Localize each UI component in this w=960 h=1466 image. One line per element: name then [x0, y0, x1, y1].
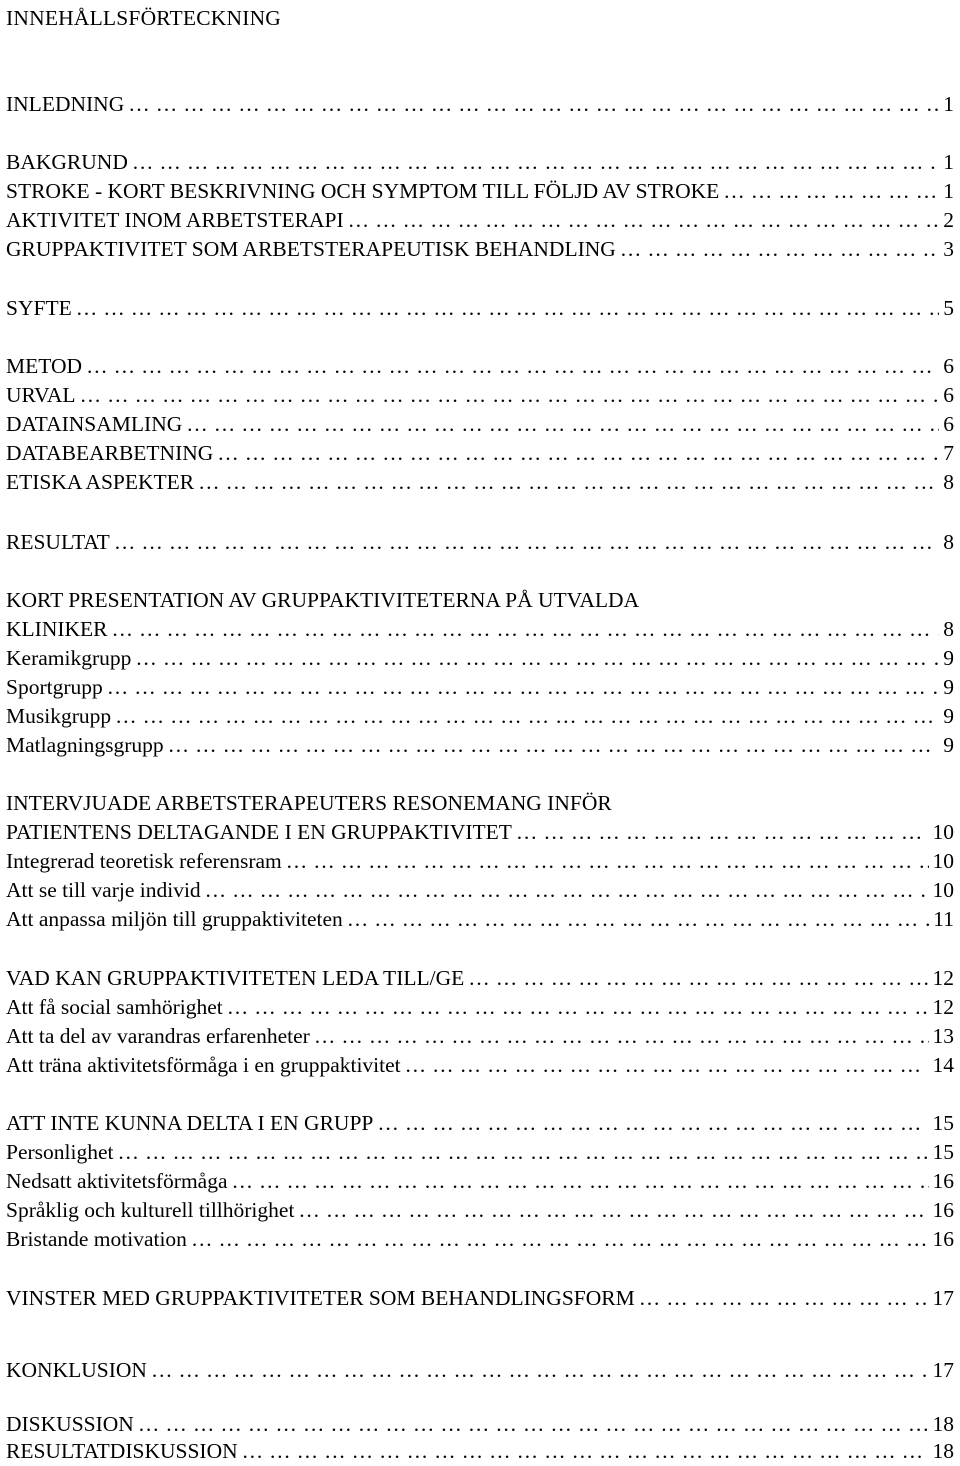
toc-leader	[112, 615, 940, 644]
toc-entry-title: VINSTER MED GRUPPAKTIVITETER SOM BEHANDLINGSFORM	[6, 1286, 635, 1310]
toc-entry-title: PATIENTENS DELTAGANDE I EN GRUPPAKTIVITET	[6, 820, 512, 844]
toc-page-number: 5	[943, 296, 954, 320]
toc-page-number: 12	[932, 995, 954, 1019]
toc-leader	[151, 1356, 929, 1385]
toc-leader	[168, 731, 940, 760]
toc-page-number: 10	[932, 849, 954, 873]
toc-entry-title: Att ta del av varandras erfarenheter	[6, 1024, 310, 1048]
toc-entry-title: INTERVJUADE ARBETSTERAPEUTERS RESONEMANG INFÖR	[6, 791, 612, 815]
toc-entry-gruppaktivitet	[6, 235, 954, 264]
toc-page-number: 3	[943, 237, 954, 261]
toc-page-number: 1	[943, 150, 954, 174]
toc-leader	[138, 1410, 929, 1439]
toc-page-number: 15	[932, 1111, 954, 1135]
toc-entry-anpassa-miljon	[6, 905, 954, 934]
toc-page-number: 1	[943, 179, 954, 203]
toc-page-number: 17	[932, 1286, 954, 1310]
toc-entry-metod	[6, 352, 954, 381]
toc-leader	[205, 876, 929, 905]
toc-entry-title: RESULTATDISKUSSION	[6, 1439, 238, 1463]
toc-leader	[286, 847, 929, 876]
toc-leader	[198, 468, 939, 497]
toc-page-number: 7	[943, 441, 954, 465]
toc-entry-kort-presentation	[6, 586, 639, 615]
toc-entry-title: Nedsatt aktivitetsförmåga	[6, 1169, 228, 1193]
toc-page-number: 11	[933, 907, 954, 931]
toc-entry-stroke	[6, 177, 954, 206]
toc-entry-title: METOD	[6, 354, 83, 378]
toc-leader	[227, 993, 929, 1022]
toc-page-number: 9	[943, 646, 954, 670]
toc-page-number: 15	[932, 1140, 954, 1164]
toc-entry-att-inte-kunna	[6, 1109, 954, 1138]
toc-leader	[723, 177, 939, 206]
toc-entry-vinster	[6, 1284, 954, 1313]
toc-leader	[76, 294, 940, 323]
toc-entry-urval	[6, 381, 954, 410]
toc-page-number: 16	[932, 1198, 954, 1222]
toc-page-number: 12	[932, 966, 954, 990]
toc-page-number: 13	[932, 1024, 954, 1048]
toc-leader	[115, 702, 939, 731]
toc-leader	[128, 90, 939, 119]
toc-page-number: 14	[932, 1053, 954, 1077]
toc-entry-title: URVAL	[6, 383, 76, 407]
toc-entry-social-samhorighet	[6, 993, 954, 1022]
toc-leader	[114, 528, 939, 557]
toc-entry-varje-individ	[6, 876, 954, 905]
toc-leader	[80, 381, 940, 410]
toc-leader	[314, 1022, 929, 1051]
toc-leader	[620, 235, 939, 264]
toc-leader	[468, 964, 928, 993]
toc-entry-title: INLEDNING	[6, 92, 125, 116]
toc-entry-title: VAD KAN GRUPPAKTIVITETEN LEDA TILL/GE	[6, 966, 465, 990]
toc-entry-sportgrupp	[6, 673, 954, 702]
toc-entry-databearbetning	[6, 439, 954, 468]
toc-entry-title: KLINIKER	[6, 617, 108, 641]
toc-entry-title: RESULTAT	[6, 530, 110, 554]
toc-entry-matlagningsgrupp	[6, 731, 954, 760]
toc-entry-title: STROKE - KORT BESKRIVNING OCH SYMPTOM TILL FÖLJD AV STROKE	[6, 179, 720, 203]
toc-page-number: 8	[943, 470, 954, 494]
toc-leader	[639, 1284, 929, 1313]
toc-entry-syfte	[6, 294, 954, 323]
toc-entry-erfarenheter	[6, 1022, 954, 1051]
toc-entry-title: SYFTE	[6, 296, 72, 320]
toc-leader	[405, 1051, 929, 1080]
toc-heading: INNEHÅLLSFÖRTECKNING	[6, 6, 282, 30]
toc-entry-resultatdiskussion	[6, 1437, 954, 1466]
toc-entry-vad-kan	[6, 964, 954, 993]
toc-entry-title: KONKLUSION	[6, 1358, 147, 1382]
toc-entry-trana-aktivitetsformaga	[6, 1051, 954, 1080]
toc-leader	[186, 410, 939, 439]
toc-leader	[118, 1138, 929, 1167]
toc-entry-aktivitet	[6, 206, 954, 235]
toc-leader	[191, 1225, 929, 1254]
toc-entry-title: Sportgrupp	[6, 675, 103, 699]
toc-page-number: 9	[943, 733, 954, 757]
toc-page-number: 1	[943, 92, 954, 116]
toc-entry-konklusion	[6, 1356, 954, 1385]
toc-entry-title: Att se till varje individ	[6, 878, 201, 902]
toc-entry-etiska-aspekter	[6, 468, 954, 497]
toc-entry-patientens-deltagande	[6, 818, 954, 847]
toc-entry-inledning	[6, 90, 954, 119]
toc-entry-title: Integrerad teoretisk referensram	[6, 849, 282, 873]
toc-leader	[217, 439, 939, 468]
toc-page-number: 6	[943, 412, 954, 436]
toc-entry-datainsamling	[6, 410, 954, 439]
toc-page-number: 16	[932, 1169, 954, 1193]
toc-page-number: 18	[932, 1412, 954, 1436]
toc-entry-title: DATAINSAMLING	[6, 412, 183, 436]
toc-leader	[132, 148, 939, 177]
toc-page-number: 9	[943, 704, 954, 728]
toc-leader	[242, 1437, 929, 1466]
toc-entry-title: DATABEARBETNING	[6, 441, 214, 465]
toc-leader	[232, 1167, 929, 1196]
toc-entry-spraklig	[6, 1196, 954, 1225]
toc-leader	[298, 1196, 928, 1225]
toc-entry-kliniker	[6, 615, 954, 644]
toc-leader	[348, 206, 940, 235]
toc-entry-title: DISKUSSION	[6, 1412, 134, 1436]
toc-entry-title: Att anpassa miljön till gruppaktiviteten	[6, 907, 343, 931]
toc-entry-resultat	[6, 528, 954, 557]
toc-entry-title: AKTIVITET INOM ARBETSTERAPI	[6, 208, 344, 232]
toc-entry-title: Personlighet	[6, 1140, 114, 1164]
toc-entry-intervjuade	[6, 789, 612, 818]
toc-leader	[347, 905, 930, 934]
toc-entry-title: ATT INTE KUNNA DELTA I EN GRUPP	[6, 1111, 374, 1135]
toc-entry-title: GRUPPAKTIVITET SOM ARBETSTERAPEUTISK BEHANDLING	[6, 237, 616, 261]
toc-page-number: 16	[932, 1227, 954, 1251]
toc-entry-title: Keramikgrupp	[6, 646, 132, 670]
toc-entry-title: Att få social samhörighet	[6, 995, 223, 1019]
toc-entry-title: Språklig och kulturell tillhörighet	[6, 1198, 295, 1222]
toc-entry-bakgrund	[6, 148, 954, 177]
toc-page-number: 6	[943, 383, 954, 407]
toc-entry-title: ETISKA ASPEKTER	[6, 470, 195, 494]
toc-leader	[377, 1109, 928, 1138]
toc-entry-personlighet	[6, 1138, 954, 1167]
toc-entry-integrerad	[6, 847, 954, 876]
toc-leader	[516, 818, 929, 847]
toc-entry-title: Bristande motivation	[6, 1227, 187, 1251]
toc-page-number: 10	[932, 820, 954, 844]
toc-page-number: 2	[943, 208, 954, 232]
toc-page-number: 10	[932, 878, 954, 902]
toc-leader	[86, 352, 939, 381]
toc-entry-diskussion	[6, 1410, 954, 1439]
toc-page-number: 17	[932, 1358, 954, 1382]
toc-leader	[107, 673, 940, 702]
toc-entry-nedsatt	[6, 1167, 954, 1196]
toc-entry-title: Musikgrupp	[6, 704, 112, 728]
toc-page-number: 9	[943, 675, 954, 699]
toc-entry-title: BAKGRUND	[6, 150, 128, 174]
toc-entry-keramikgrupp	[6, 644, 954, 673]
toc-page-number: 8	[943, 530, 954, 554]
toc-entry-musikgrupp	[6, 702, 954, 731]
toc-page-number: 8	[943, 617, 954, 641]
toc-page-number: 6	[943, 354, 954, 378]
toc-entry-bristande-motivation	[6, 1225, 954, 1254]
toc-entry-title: Att träna aktivitetsförmåga i en gruppaktivitet	[6, 1053, 401, 1077]
toc-entry-title: Matlagningsgrupp	[6, 733, 164, 757]
toc-entry-title: KORT PRESENTATION AV GRUPPAKTIVITETERNA PÅ UTVALDA	[6, 588, 640, 612]
toc-leader	[135, 644, 939, 673]
toc-page-number: 18	[932, 1439, 954, 1463]
